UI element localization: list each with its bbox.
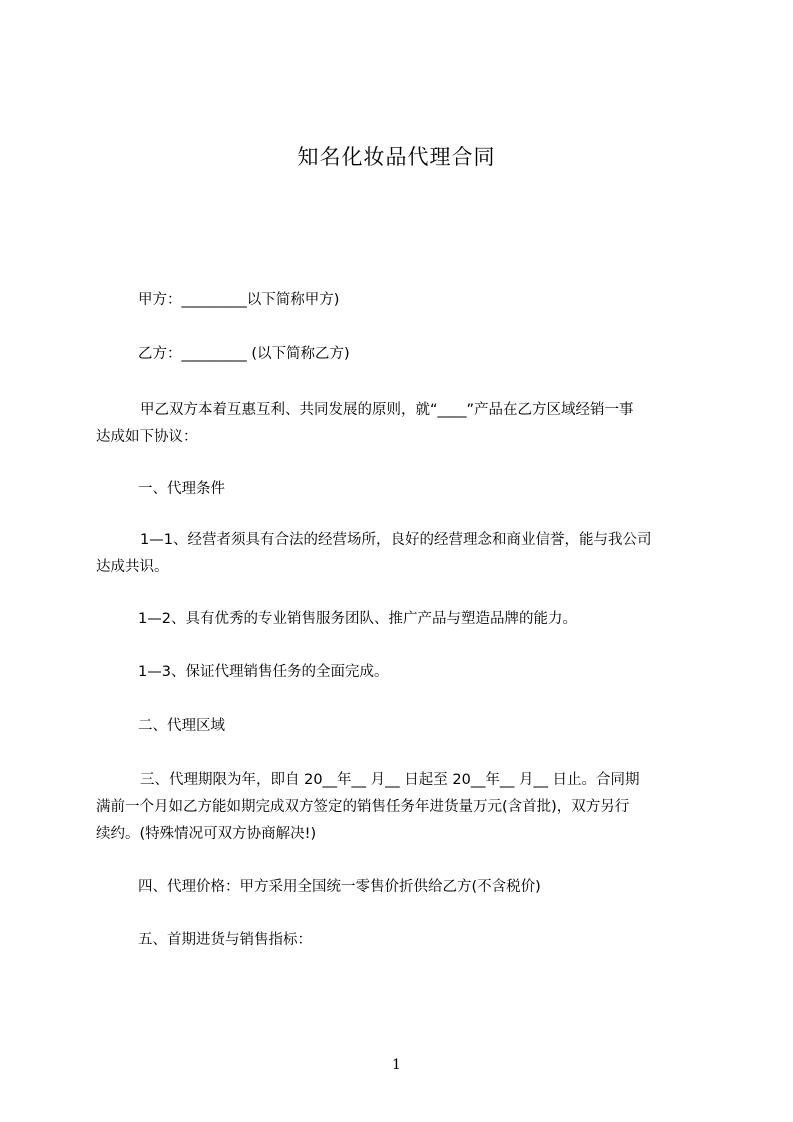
section-5-heading: 五、首期进货与销售指标： bbox=[138, 932, 312, 948]
section-4: 四、代理价格：甲方采用全国统一零售价折供给乙方(不含税价) bbox=[138, 879, 541, 895]
section-3-line-1: 三、代理期限为年，即自 20__年__ 月__ 日起至 20__年__ 月__ 日止。合同期 bbox=[140, 772, 640, 788]
clause-1-3: 1—3、保证代理销售任务的全面完成。 bbox=[138, 664, 389, 680]
section-2-heading: 二、代理区域 bbox=[138, 718, 225, 734]
section-3-line-3: 续约。(特殊情况可双方协商解决!) bbox=[96, 826, 317, 842]
section-3-line-2: 满前一个月如乙方能如期完成双方签定的销售任务年进货量万元(含首批)，双方另行 bbox=[96, 799, 630, 815]
clause-1-1-line-1: 1—1、经营者须具有合法的经营场所，良好的经营理念和商业信誉，能与我公司 bbox=[140, 532, 652, 548]
section-1-heading: 一、代理条件 bbox=[138, 481, 225, 497]
document-title: 知名化妆品代理合同 bbox=[297, 145, 496, 169]
page-number: 1 bbox=[392, 1057, 401, 1073]
party-a-line: 甲方：_________以下简称甲方) bbox=[138, 292, 340, 308]
intro-paragraph-line-2: 达成如下协议： bbox=[96, 429, 198, 445]
clause-1-1-line-2: 达成共识。 bbox=[96, 559, 169, 575]
party-b-line: 乙方：_________ (以下简称乙方) bbox=[138, 346, 350, 362]
clause-1-2: 1—2、具有优秀的专业销售服务团队、推广产品与塑造品牌的能力。 bbox=[138, 611, 577, 627]
intro-paragraph-line-1: 甲乙双方本着互惠互利、共同发展的原则，就“____”产品在乙方区域经销一事 bbox=[140, 402, 634, 418]
